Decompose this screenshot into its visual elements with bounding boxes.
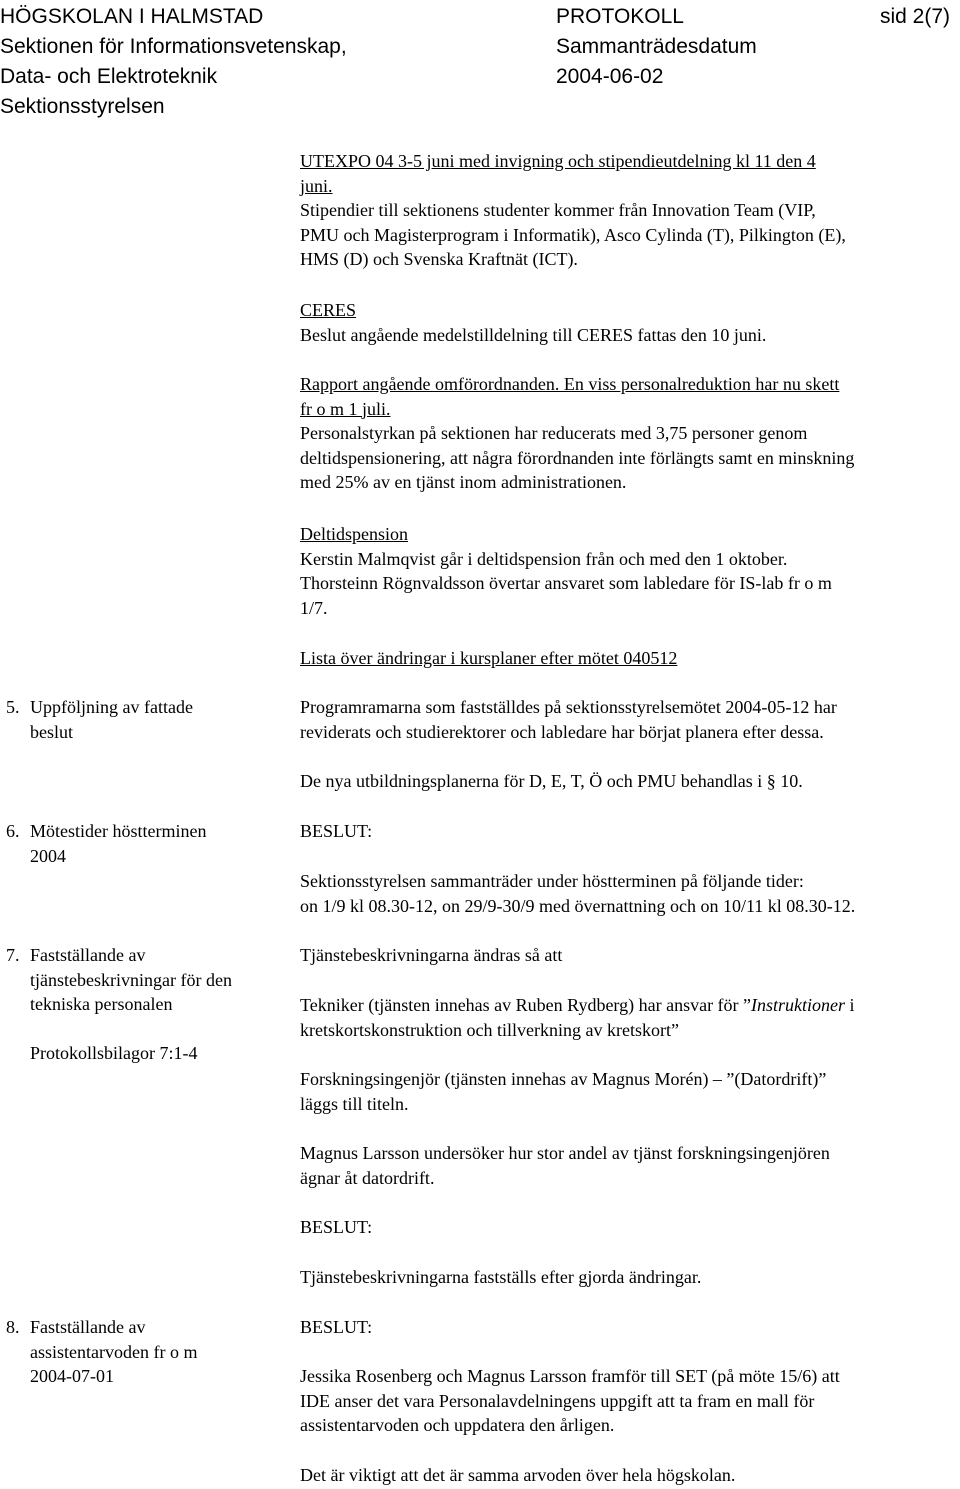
item-8-body-2: [300, 1463, 960, 1488]
item-8-body-1: [300, 1364, 960, 1438]
item-7-body-1: [300, 943, 960, 968]
utexpo-paragraph: [300, 149, 960, 272]
stipend-line-3: HMS (D) och Svenska Kraftnät (ICT).: [300, 249, 578, 269]
header-department-2: Data- och Elektroteknik: [0, 65, 218, 88]
text-run: Tekniker (tjänsten innehas av Ruben Rydberg) har ansvar för ”: [300, 995, 752, 1015]
body-line: kretskortskonstruktion och tillverkning av kretskort”: [300, 1019, 679, 1040]
item-title-line: tekniska personalen: [30, 994, 173, 1014]
stipend-line-1: Stipendier till sektionens studenter kommer från Innovation Team (VIP,: [300, 200, 816, 220]
deltid-line-3: 1/7.: [300, 597, 328, 618]
body-line: Tjänstebeskrivningarna fastställs efter gjorda ändringar.: [300, 1267, 702, 1287]
deltid-heading: Deltidspension: [300, 524, 408, 544]
header-doc-type: PROTOKOLL: [556, 5, 684, 28]
item-title-line: 2004-07-01: [30, 1366, 114, 1386]
item-title-line: Mötestider höstterminen: [30, 821, 207, 841]
item-title-line: Fastställande av: [30, 945, 146, 965]
item-8-heading: [6, 1315, 291, 1389]
stipend-line-2: PMU och Magisterprogram i Informatik), Asco Cylinda (T), Pilkington (E),: [300, 224, 846, 245]
text-run: i: [845, 995, 855, 1015]
rapport-paragraph: [300, 372, 960, 495]
rapport-line-2: fr o m 1 juli.: [300, 398, 391, 419]
rapport-line-1: Rapport angående omförordnanden. En viss personalreduktion har nu skett: [300, 374, 840, 394]
body-line: on 1/9 kl 08.30-12, on 29/9-30/9 med övernattning och on 10/11 kl 08.30-12.: [300, 895, 856, 916]
header-page-number: sid 2(7): [880, 5, 951, 28]
body-line: Sektionsstyrelsen sammanträder under höstterminen på följande tider:: [300, 871, 804, 891]
item-7-body-3: [300, 1067, 960, 1116]
lista-text: Lista över ändringar i kursplaner efter mötet 040512: [300, 648, 678, 668]
body-line: Jessika Rosenberg och Magnus Larsson framför till SET (på möte 15/6) att: [300, 1366, 840, 1386]
header-date: 2004-06-02: [556, 65, 664, 88]
item-5-heading: [6, 695, 291, 744]
body-line: Det är viktigt att det är samma arvoden över hela högskolan.: [300, 1465, 736, 1485]
item-8-decision-label: [300, 1315, 960, 1340]
header-date-label: Sammanträdesdatum: [556, 35, 757, 58]
body-line: Magnus Larsson undersöker hur stor andel av tjänst forskningsingenjören: [300, 1143, 830, 1163]
body-line: reviderats och studierektorer och labledare har börjat planera efter dessa.: [300, 721, 824, 742]
ceres-paragraph: [300, 298, 960, 347]
body-line: Programramarna som fastställdes på sektionsstyrelsemötet 2004-05-12 har: [300, 697, 837, 717]
header-university: HÖGSKOLAN I HALMSTAD: [0, 5, 264, 28]
item-5-body: [300, 695, 960, 744]
item-7-body-2: [300, 993, 960, 1042]
item-title-line: assistentarvoden fr o m: [30, 1341, 198, 1362]
item-title-line: Uppföljning av fattade: [30, 697, 193, 717]
body-line: assistentarvoden och uppdatera den årligen.: [300, 1415, 615, 1435]
body-line: läggs till titeln.: [300, 1093, 409, 1114]
item-7-heading: [6, 943, 291, 1017]
item-5-body-2: [300, 769, 960, 794]
item-title-line: beslut: [30, 721, 73, 742]
item-7-decision: [300, 1265, 960, 1290]
body-line: [300, 993, 960, 1018]
body-line: IDE anser det vara Personalavdelningens uppgift att ta fram en mall för: [300, 1390, 815, 1411]
attachment-reference: Protokollsbilagor 7:1-4: [30, 1043, 198, 1063]
utexpo-line-1: UTEXPO 04 3-5 juni med invigning och stipendieutdelning kl 11 den 4: [300, 151, 816, 171]
beslut-label: BESLUT:: [300, 1317, 373, 1337]
ceres-heading: CERES: [300, 300, 357, 320]
item-title-line: 2004: [30, 845, 66, 866]
item-6-heading: [6, 819, 291, 868]
ceres-text: Beslut angående medelstilldelning till CERES fattas den 10 juni.: [300, 324, 767, 345]
body-line: Forskningsingenjör (tjänsten innehas av Magnus Morén) – ”(Datordrift)”: [300, 1069, 827, 1089]
header-board: Sektionsstyrelsen: [0, 95, 165, 118]
item-6-decision-label: [300, 819, 960, 844]
deltid-line-2: Thorsteinn Rögnvaldsson övertar ansvaret som labledare för IS-lab fr o m: [300, 573, 832, 593]
header-organization: [0, 2, 347, 122]
item-7-body-4: [300, 1141, 960, 1190]
deltid-paragraph: [300, 522, 960, 620]
body-line: Tjänstebeskrivningarna ändras så att: [300, 945, 563, 965]
item-number: 5.: [6, 697, 20, 717]
body-line: ägnar åt datordrift.: [300, 1167, 435, 1188]
item-title-line: tjänstebeskrivningar för den: [30, 969, 232, 990]
utexpo-line-2: juni.: [300, 175, 333, 196]
item-6-body: [300, 869, 960, 918]
deltid-line-1: Kerstin Malmqvist går i deltidspension från och med den 1 oktober.: [300, 548, 788, 569]
item-number: 8.: [6, 1317, 20, 1337]
item-7-decision-label: [300, 1215, 960, 1240]
beslut-label: BESLUT:: [300, 821, 373, 841]
italic-run: Instruktioner: [751, 995, 846, 1015]
body-line: De nya utbildningsplanerna för D, E, T, Ö och PMU behandlas i § 10.: [300, 771, 803, 791]
header-department-1: Sektionen för Informationsvetenskap,: [0, 35, 347, 58]
item-7-attachment: [6, 1041, 291, 1066]
beslut-label: BESLUT:: [300, 1217, 373, 1237]
personal-line-3: med 25% av en tjänst inom administrationen.: [300, 472, 627, 492]
item-title-line: Fastställande av: [30, 1317, 146, 1337]
item-number: 7.: [6, 945, 20, 965]
personal-line-2: deltidspensionering, att några förordnanden inte förlängts samt en minskning: [300, 447, 855, 468]
header-protocol-info: [556, 2, 757, 92]
personal-line-1: Personalstyrkan på sektionen har reducerats med 3,75 personer genom: [300, 423, 808, 443]
lista-link: [300, 646, 960, 671]
item-number: 6.: [6, 821, 20, 841]
